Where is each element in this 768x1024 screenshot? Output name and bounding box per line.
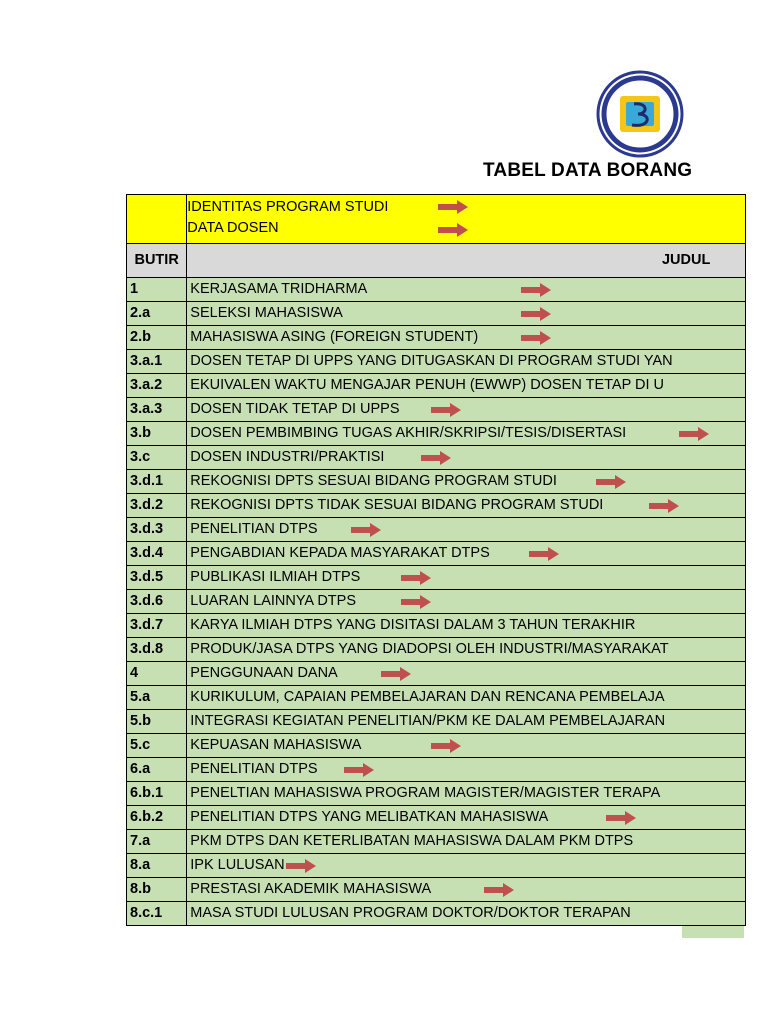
butir-cell: 3.a.1 (127, 350, 187, 374)
butir-cell: 5.a (127, 686, 187, 710)
page-title: TABEL DATA BORANG (483, 160, 693, 181)
butir-cell: 8.a (127, 854, 187, 878)
judul-cell: IPK LULUSAN (190, 857, 285, 873)
table-row (127, 806, 746, 830)
butir-cell: 1 (127, 278, 187, 302)
table-row (127, 878, 746, 902)
table-row (127, 758, 746, 782)
butir-cell: 6.b.2 (127, 806, 187, 830)
table-row (127, 302, 746, 326)
table-row (127, 710, 746, 734)
table-row (127, 422, 746, 446)
judul-cell: PENGABDIAN KEPADA MASYARAKAT DTPS (190, 545, 490, 561)
arrow-right-icon[interactable] (437, 222, 469, 238)
arrow-right-icon[interactable] (400, 570, 432, 586)
judul-cell: PENGGUNAAN DANA (190, 665, 338, 681)
judul-cell: LUARAN LAINNYA DTPS (190, 593, 357, 609)
table-row (127, 278, 746, 302)
link-identitas-program-studi[interactable]: IDENTITAS PROGRAM STUDI (187, 199, 389, 215)
arrow-right-icon[interactable] (595, 474, 627, 490)
butir-cell: 3.d.1 (127, 470, 187, 494)
table-row (127, 638, 746, 662)
butir-cell: 8.b (127, 878, 187, 902)
table-header-row (127, 244, 746, 278)
judul-cell: DOSEN TIDAK TETAP DI UPPS (190, 401, 400, 417)
table-row (127, 350, 746, 374)
table-row (127, 902, 746, 926)
arrow-right-icon[interactable] (437, 199, 469, 215)
butir-cell: 3.d.6 (127, 590, 187, 614)
header-judul: JUDUL (661, 252, 711, 268)
table-row (127, 662, 746, 686)
butir-cell: 6.a (127, 758, 187, 782)
arrow-right-icon[interactable] (430, 402, 462, 418)
butir-cell: 3.d.5 (127, 566, 187, 590)
butir-cell: 3.a.3 (127, 398, 187, 422)
butir-cell: 3.c (127, 446, 187, 470)
butir-cell: 3.a.2 (127, 374, 187, 398)
butir-cell: 3.d.8 (127, 638, 187, 662)
arrow-right-icon[interactable] (483, 882, 515, 898)
judul-cell: PKM DTPS DAN KETERLIBATAN MAHASISWA DALAM PKM DTPS (190, 833, 634, 849)
header-butir: BUTIR (127, 244, 187, 278)
arrow-right-icon[interactable] (420, 450, 452, 466)
butir-cell: 6.b.1 (127, 782, 187, 806)
judul-cell: INTEGRASI KEGIATAN PENELITIAN/PKM KE DALAM PEMBELAJARAN (190, 713, 666, 729)
judul-cell: SELEKSI MAHASISWA (190, 305, 343, 321)
judul-cell: PUBLIKASI ILMIAH DTPS (190, 569, 361, 585)
arrow-right-icon[interactable] (430, 738, 462, 754)
judul-cell: REKOGNISI DPTS SESUAI BIDANG PROGRAM STUDI (190, 473, 557, 489)
arrow-right-icon[interactable] (285, 858, 317, 874)
butir-cell: 3.b (127, 422, 187, 446)
university-logo-icon (596, 70, 684, 158)
table-row (127, 374, 746, 398)
arrow-right-icon[interactable] (648, 498, 680, 514)
butir-cell: 3.d.3 (127, 518, 187, 542)
arrow-right-icon[interactable] (343, 762, 375, 778)
judul-cell: PENELITIAN DTPS (190, 761, 318, 777)
butir-cell: 7.a (127, 830, 187, 854)
judul-cell: DOSEN TETAP DI UPPS YANG DITUGASKAN DI PROGRAM STUDI YAN (190, 353, 673, 369)
judul-cell: DOSEN PEMBIMBING TUGAS AKHIR/SKRIPSI/TESIS/DISERTASI (190, 425, 627, 441)
data-table-sheet (126, 194, 711, 940)
arrow-right-icon[interactable] (350, 522, 382, 538)
judul-cell: PENELITIAN DTPS YANG MELIBATKAN MAHASISWA (190, 809, 549, 825)
table-row (127, 398, 746, 422)
table-row (127, 542, 746, 566)
arrow-right-icon[interactable] (520, 330, 552, 346)
borang-table (126, 194, 746, 926)
table-row (127, 470, 746, 494)
table-row (127, 686, 746, 710)
butir-cell: 3.d.2 (127, 494, 187, 518)
table-row (127, 590, 746, 614)
butir-cell: 8.c.1 (127, 902, 187, 926)
arrow-right-icon[interactable] (400, 594, 432, 610)
table-row (127, 734, 746, 758)
butir-cell: 2.a (127, 302, 187, 326)
links-row (127, 195, 746, 244)
judul-cell: KARYA ILMIAH DTPS YANG DISITASI DALAM 3 TAHUN TERAKHIR (190, 617, 636, 633)
butir-cell: 4 (127, 662, 187, 686)
table-row (127, 494, 746, 518)
arrow-right-icon[interactable] (678, 426, 710, 442)
butir-cell: 5.c (127, 734, 187, 758)
table-row (127, 446, 746, 470)
table-row (127, 830, 746, 854)
table-row (127, 566, 746, 590)
arrow-right-icon[interactable] (380, 666, 412, 682)
link-data-dosen[interactable]: DATA DOSEN (187, 220, 279, 236)
butir-cell: 3.d.7 (127, 614, 187, 638)
judul-cell: MASA STUDI LULUSAN PROGRAM DOKTOR/DOKTOR TERAPAN (190, 905, 631, 921)
arrow-right-icon[interactable] (520, 306, 552, 322)
table-row (127, 614, 746, 638)
arrow-right-icon[interactable] (528, 546, 560, 562)
judul-cell: KURIKULUM, CAPAIAN PEMBELAJARAN DAN RENCANA PEMBELAJA (190, 689, 665, 705)
table-row (127, 782, 746, 806)
butir-cell: 3.d.4 (127, 542, 187, 566)
judul-cell: KEPUASAN MAHASISWA (190, 737, 362, 753)
table-row (127, 854, 746, 878)
arrow-right-icon[interactable] (520, 282, 552, 298)
judul-cell: EKUIVALEN WAKTU MENGAJAR PENUH (EWWP) DOSEN TETAP DI U (190, 377, 665, 393)
arrow-right-icon[interactable] (605, 810, 637, 826)
judul-cell: DOSEN INDUSTRI/PRAKTISI (190, 449, 385, 465)
table-row (127, 518, 746, 542)
judul-cell: REKOGNISI DPTS TIDAK SESUAI BIDANG PROGRAM STUDI (190, 497, 604, 513)
butir-cell: 5.b (127, 710, 187, 734)
judul-cell: MAHASISWA ASING (FOREIGN STUDENT) (190, 329, 479, 345)
judul-cell: PENELITIAN DTPS (190, 521, 318, 537)
judul-cell: PRODUK/JASA DTPS YANG DIADOPSI OLEH INDUSTRI/MASYARAKAT (190, 641, 669, 657)
butir-cell: 2.b (127, 326, 187, 350)
judul-cell: KERJASAMA TRIDHARMA (190, 281, 368, 297)
judul-cell: PENELTIAN MAHASISWA PROGRAM MAGISTER/MAGISTER TERAPA (190, 785, 661, 801)
judul-cell: PRESTASI AKADEMIK MAHASISWA (190, 881, 432, 897)
table-row (127, 326, 746, 350)
